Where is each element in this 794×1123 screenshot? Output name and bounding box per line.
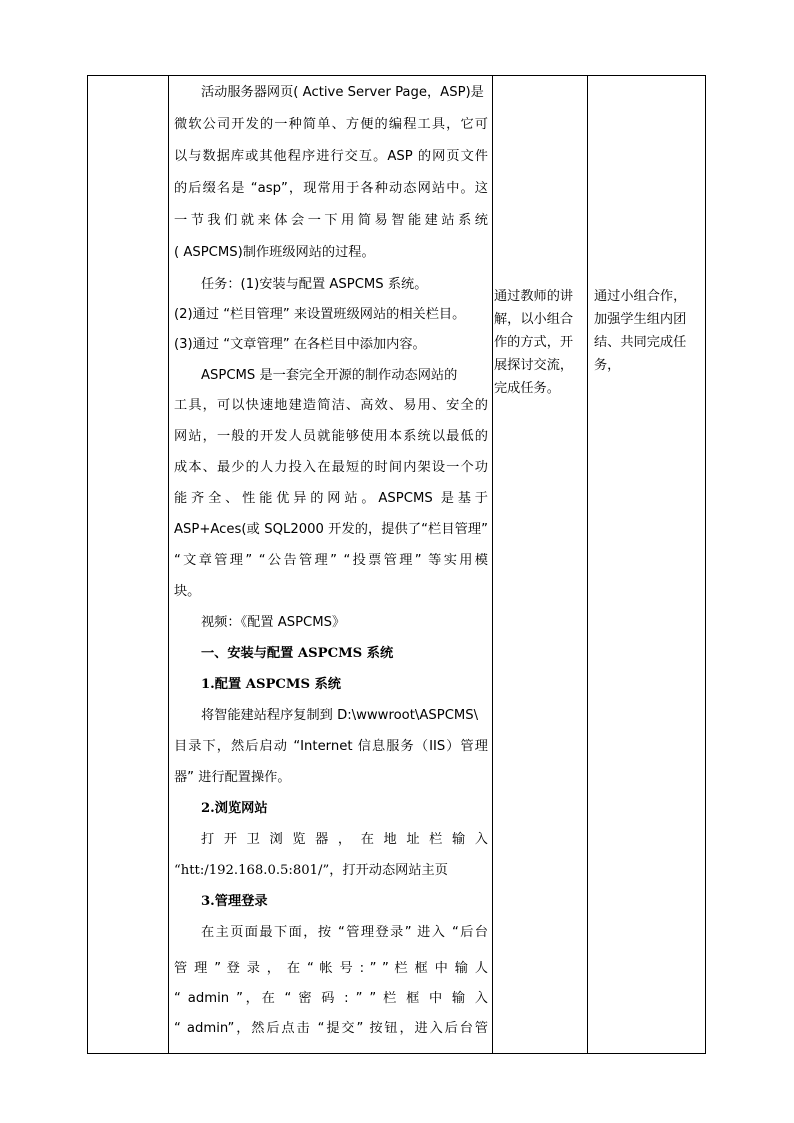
teacher-activity-line: 展探讨交流， [494,358,574,373]
subsection-heading: 2.浏览网站 [201,801,268,816]
content-line: ( ASPCMS)制作班级网站的过程。 [174,245,375,260]
content-line: 一节我们就来体会一下用简易智能建站系统 [174,213,488,228]
task-line: 任务：(1)安装与配置 ASPCMS 系统。 [201,277,428,292]
teacher-activity-line: 作的方式，开 [494,335,574,350]
column-divider [587,76,588,1053]
content-line: 器” 进行配置操作。 [174,770,291,785]
student-activity-line: 务， [594,358,621,373]
content-line: ASPCMS 是一套完全开源的制作动态网站的 [201,368,458,383]
subsection-heading: 3.管理登录 [201,894,268,909]
lesson-table [87,75,706,1054]
content-line: “文章管理” “公告管理” “投票管理” 等实用模 [174,553,488,568]
student-activity-line: 加强学生组内团 [594,312,687,327]
section-heading: 一、安装与配置 ASPCMS 系统 [201,646,394,661]
content-line: “htt:/192.168.0.5:801/”，打开动态网站主页 [174,863,448,878]
column-divider [168,76,169,1053]
teacher-activity-line: 完成任务。 [494,381,560,396]
student-activity-line: 通过小组合作， [594,289,687,304]
column-divider [492,76,493,1053]
teacher-activity-line: 解，以小组合 [494,312,574,327]
content-line: 的后缀名是 “asp”，现常用于各种动态网站中。这 [174,181,488,196]
content-line: 在主页面最下面，按 “管理登录” 进入 “后台 [201,925,488,940]
video-label: 视频：《配置 ASPCMS》 [201,615,346,630]
student-activity-line: 结、共同完成任 [594,335,687,350]
content-line: “ admin”，然后点击 “提交” 按钮，进入后台管 [174,1021,488,1036]
task-line: (2)通过 “栏目管理” 来设置班级网站的相关栏目。 [174,307,466,322]
content-line: 能齐全、性能优异的网站。ASPCMS 是基于 [174,491,488,506]
student-activity-column [594,285,704,377]
content-line: 块。 [174,584,201,599]
content-line: 目录下，然后启动 “Internet 信息服务（IIS）管理 [174,739,488,754]
content-line: 活动服务器网页( Active Server Page，ASP)是 [201,85,484,100]
content-line: 以与数据库或其他程序进行交互。ASP 的网页文件 [174,149,488,164]
subsection-heading: 1.配置 ASPCMS 系统 [201,677,341,692]
content-line: 网站，一般的开发人员就能够使用本系统以最低的 [174,429,488,444]
task-line: (3)通过 “文章管理” 在各栏目中添加内容。 [174,337,426,352]
content-line: ASP+Aces(或 SQL2000 开发的，提供了“栏目管理” [174,522,488,537]
content-line: 成本、最少的人力投入在最短的时间内架设一个功 [174,460,488,475]
content-line: 将智能建站程序复制到 D:\wwwroot\ASPCMS\ [201,708,479,723]
content-line: 打 开 卫 浏 览 器 ， 在 地 址 栏 输 入 [201,832,488,847]
content-line: 工具，可以快速地建造简洁、高效、易用、安全的 [174,398,488,413]
content-line: “ admin ”，在 “ 密 码 : ” ” 栏 框 中 输 入 [174,991,488,1006]
content-line: 管 理 ” 登 录 ， 在 “ 帐 号 : ” ” 栏 框 中 输 人 [174,961,488,976]
teacher-activity-line: 通过教师的讲 [494,289,574,304]
teacher-activity-column [494,285,586,400]
content-line: 微软公司开发的一种简单、方便的编程工具，它可 [174,117,488,132]
